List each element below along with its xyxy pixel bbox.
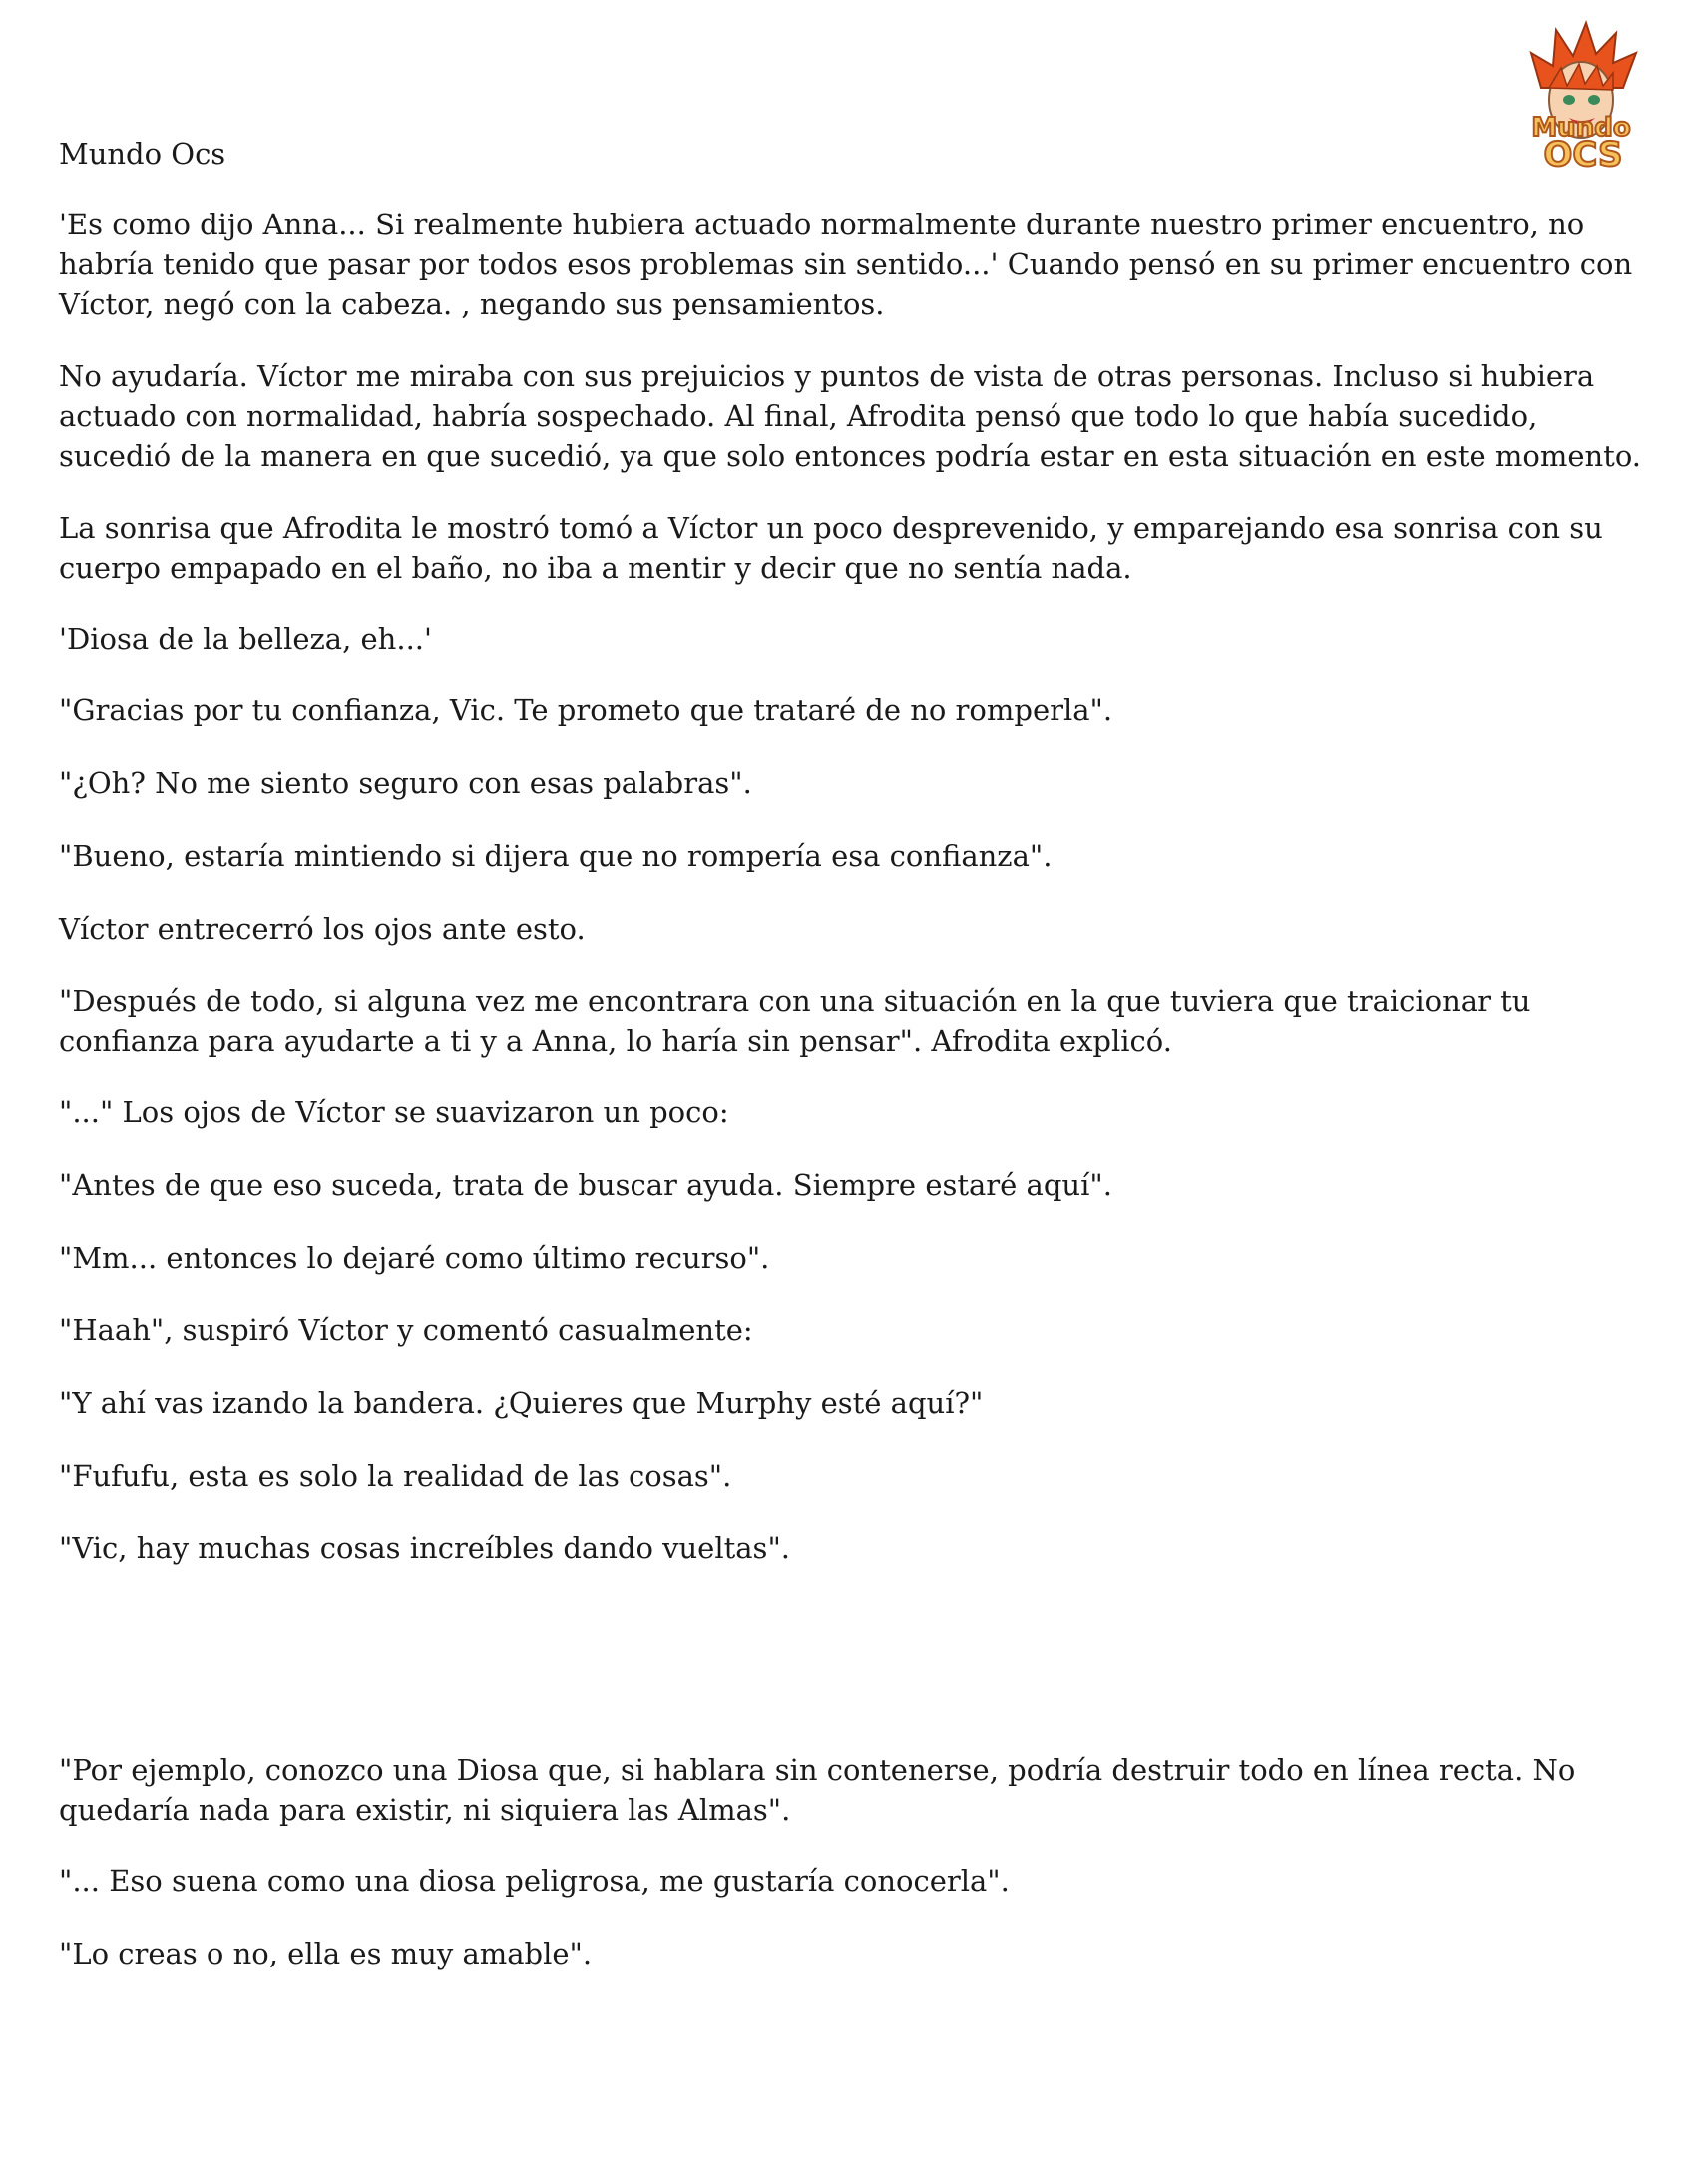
paragraph: "Lo creas o no, ella es muy amable".	[59, 1937, 593, 1970]
logo-text-line2: OCS	[1543, 135, 1623, 175]
paragraph: La sonrisa que Afrodita le mostró tomó a Víctor un poco desprevenido, y emparejando esa sonrisa con su cuerpo empapado en el baño, no iba a mentir y decir que no sentía nada.	[59, 511, 1603, 585]
paragraph: "Por ejemplo, conozco una Diosa que, si hablara sin contenerse, podría destruir todo en línea recta. No quedaría nada para existir, ni siquiera las Almas".	[59, 1753, 1576, 1827]
logo-graphic	[1501, 18, 1661, 178]
paragraph: "¿Oh? No me siento seguro con esas palabras".	[59, 766, 752, 800]
paragraph: No ayudaría. Víctor me miraba con sus prejuicios y puntos de vista de otras personas. Incluso si hubiera actuado con normalidad, habría sospechado. Al final, Afrodita pensó que todo lo que había sucedido, sucedió de la manera en que sucedió, ya que solo entonces podría estar en esta situación en este momento.	[59, 359, 1641, 473]
paragraph: 'Diosa de la belleza, eh...'	[59, 622, 432, 655]
paragraph: "..." Los ojos de Víctor se suavizaron un poco:	[59, 1095, 729, 1129]
paragraph: "Haah", suspiró Víctor y comentó casualmente:	[59, 1313, 753, 1347]
paragraph: "Fufufu, esta es solo la realidad de las cosas".	[59, 1459, 732, 1493]
paragraph: "Después de todo, si alguna vez me encontrara con una situación en la que tuviera que traicionar tu confianza para ayudarte a ti y a Anna, lo haría sin pensar". Afrodita explicó.	[59, 984, 1531, 1058]
paragraph: 'Es como dijo Anna... Si realmente hubiera actuado normalmente durante nuestro primer encuentro, no habría tenido que pasar por todos esos problemas sin sentido...' Cuando pensó en su primer encuentro con Víctor, negó con la cabeza. , negando sus pensamientos.	[59, 208, 1633, 321]
paragraph: "Gracias por tu confianza, Vic. Te prometo que trataré de no romperla".	[59, 693, 1113, 727]
logo-text-line1: Mundo	[1531, 113, 1631, 143]
paragraph: "... Eso suena como una diosa peligrosa, me gustaría conocerla".	[59, 1864, 1010, 1898]
mundo-ocs-logo	[1501, 18, 1661, 178]
paragraph: "Bueno, estaría mintiendo si dijera que no rompería esa confianza".	[59, 839, 1053, 873]
document-header: Mundo Ocs	[59, 137, 226, 171]
paragraph: "Y ahí vas izando la bandera. ¿Quieres que Murphy esté aquí?"	[59, 1386, 984, 1420]
paragraph: Víctor entrecerró los ojos ante esto.	[59, 912, 586, 946]
paragraph: "Antes de que eso suceda, trata de buscar ayuda. Siempre estaré aquí".	[59, 1168, 1112, 1202]
paragraph: "Mm... entonces lo dejaré como último recurso".	[59, 1241, 770, 1275]
paragraph: "Vic, hay muchas cosas increíbles dando vueltas".	[59, 1531, 791, 1565]
